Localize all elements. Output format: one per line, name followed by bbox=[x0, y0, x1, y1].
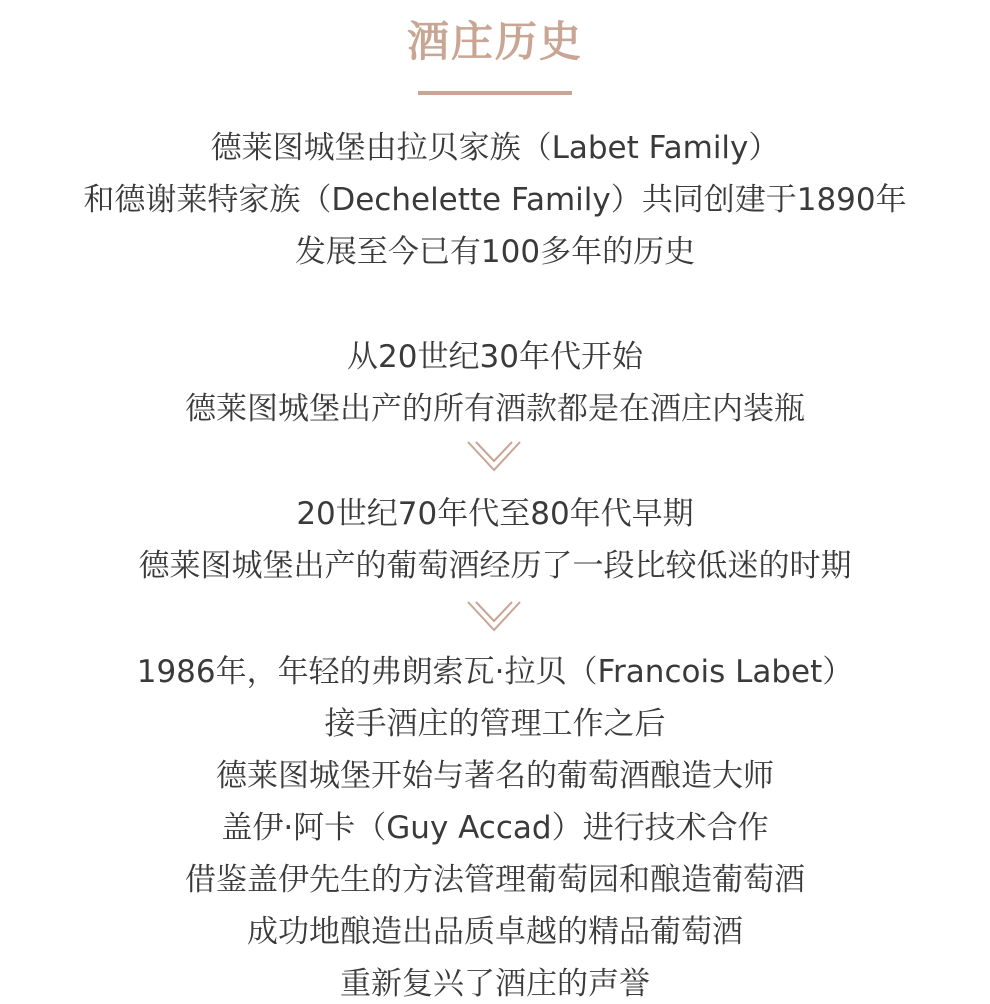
intro-line-3: 发展至今已有100多年的历史 bbox=[294, 234, 696, 270]
double-chevron-down-icon bbox=[466, 440, 522, 480]
revival-line-3: 德莱图城堡开始与著名的葡萄酒酿造大师 bbox=[216, 758, 774, 794]
intro-line-2: 和德谢莱特家族（Dechelette Family）共同创建于1890年 bbox=[83, 182, 907, 218]
revival-line-4: 盖伊·阿卡（Guy Accad）进行技术合作 bbox=[221, 810, 769, 846]
page-title: 酒庄历史 bbox=[406, 17, 583, 66]
title-underline bbox=[418, 91, 572, 95]
double-chevron-down-icon bbox=[466, 600, 522, 640]
intro-line-1: 德莱图城堡由拉贝家族（Labet Family） bbox=[210, 130, 780, 166]
decline-line-1: 20世纪70年代至80年代早期 bbox=[296, 496, 694, 532]
revival-line-7: 重新复兴了酒庄的声誉 bbox=[340, 966, 650, 1002]
revival-line-5: 借鉴盖伊先生的方法管理葡萄园和酿造葡萄酒 bbox=[185, 862, 805, 898]
revival-line-2: 接手酒庄的管理工作之后 bbox=[324, 706, 666, 742]
revival-line-6: 成功地酿造出品质卓越的精品葡萄酒 bbox=[247, 914, 743, 950]
bottling-line-1: 从20世纪30年代开始 bbox=[347, 339, 643, 375]
revival-line-1: 1986年，年轻的弗朗索瓦·拉贝（Francois Labet） bbox=[136, 654, 854, 690]
decline-line-2: 德莱图城堡出产的葡萄酒经历了一段比较低迷的时期 bbox=[138, 548, 852, 584]
bottling-line-2: 德莱图城堡出产的所有酒款都是在酒庄内装瓶 bbox=[185, 391, 805, 427]
